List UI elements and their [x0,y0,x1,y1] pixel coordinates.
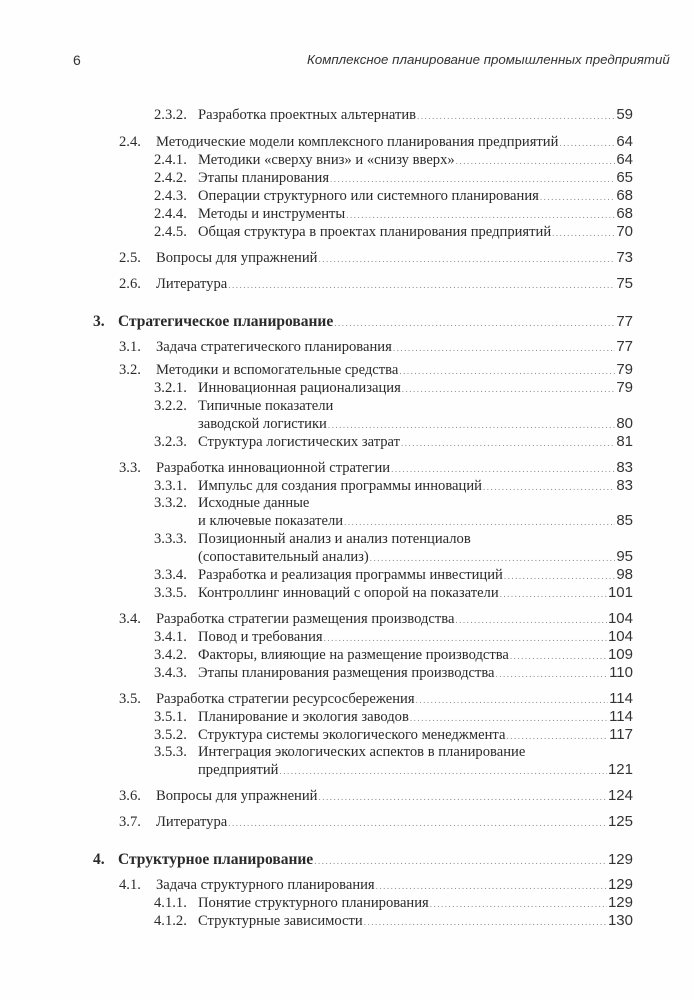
dot-leader [552,226,615,240]
entry-page: 83 [616,459,633,476]
dot-leader [228,816,607,830]
entry-title: Методические модели комплексного планирования предприятий [156,134,559,150]
dot-leader [318,252,615,266]
entry-number: 2.4.4. [154,206,187,222]
entry-title: Методики и вспомогательные средства [156,362,399,378]
entry-title: Факторы, влияющие на размещение производства [198,647,509,663]
dot-leader [330,172,615,186]
toc-entry-3-5[interactable] [119,690,633,708]
entry-title-line1: Позиционный анализ и анализ потенциалов [198,531,471,547]
chapter-title: Структурное планирование [118,851,314,868]
entry-title: Разработка проектных альтернатив [198,107,417,123]
dot-leader [364,915,607,929]
toc-entry-3-3-3-line1[interactable] [154,530,471,548]
entry-number: 3.5.2. [154,727,187,743]
dot-leader [314,854,607,868]
dot-leader [500,587,607,601]
dot-leader [456,154,616,168]
entry-number: 3.5.1. [154,709,187,725]
toc-entry-3-5-3-line1[interactable] [154,743,525,761]
toc-entry-3-4-2[interactable] [154,646,633,664]
entry-title: Инновационная рационализация [198,380,401,396]
entry-title: Задача структурного планирования [156,877,375,893]
entry-title: Разработка инновационной стратегии [156,460,391,476]
entry-title: Разработка стратегии размещения производства [156,611,455,627]
entry-number: 3.3. [119,460,141,476]
entry-page: 110 [609,664,633,681]
toc-chapter-4[interactable] [93,851,633,869]
entry-title: Операции структурного или системного планирования [198,188,539,204]
entry-page: 95 [616,548,633,565]
toc-entry-3-2-2[interactable] [198,415,633,433]
entry-page: 114 [609,708,633,725]
entry-number: 3.5. [119,691,141,707]
entry-page: 129 [607,851,633,868]
toc-entry-3-2-1[interactable] [154,379,633,397]
toc-entry-3-3-2-line1[interactable] [154,494,309,512]
entry-number: 3.6. [119,788,141,804]
dot-leader [402,382,616,396]
running-title: Комплексное планирование промышленных предприятий [307,52,670,67]
dot-leader [399,364,615,378]
dot-leader [540,190,615,204]
entry-page: 129 [607,876,633,893]
entry-page: 124 [607,787,633,804]
dot-leader [228,278,615,292]
entry-number: 4.1.1. [154,895,187,911]
entry-title: (сопоставительный анализ) [198,549,369,565]
entry-page: 114 [609,690,633,707]
dot-leader [496,667,609,681]
entry-number: 3.4.3. [154,665,187,681]
entry-page: 104 [607,610,633,627]
entry-number: 2.4.3. [154,188,187,204]
entry-number: 3.4.2. [154,647,187,663]
toc-entry-2-3-2[interactable] [154,106,633,124]
entry-number: 4.1. [119,877,141,893]
toc-entry-3-4-1[interactable] [154,628,633,646]
entry-page: 129 [607,894,633,911]
toc-entry-3-3-4[interactable] [154,566,633,584]
entry-page: 79 [616,361,633,378]
entry-number: 3.4.1. [154,629,187,645]
entry-title-line1: Исходные данные [198,495,310,511]
toc-entry-3-2[interactable] [119,361,633,379]
entry-page: 64 [616,133,633,150]
dot-leader [376,879,607,893]
toc-chapter-3[interactable] [93,313,633,331]
toc-entry-2-5[interactable] [119,249,633,267]
entry-title: Планирование и экология заводов [198,709,409,725]
entry-number: 2.5. [119,250,141,266]
entry-title: Структура системы экологического менеджмента [198,727,506,743]
entry-number: 3.3.3. [154,531,187,547]
dot-leader [391,462,615,476]
toc-entry-3-2-2-line1[interactable] [154,397,333,415]
dot-leader [334,316,615,330]
entry-title: заводской логистики [198,416,327,432]
entry-title: Методики «сверху вниз» и «снизу вверх» [198,152,455,168]
dot-leader [324,631,607,645]
dot-leader [559,136,615,150]
entry-page: 80 [616,415,633,432]
dot-leader [430,897,607,911]
entry-page: 85 [616,512,633,529]
dot-leader [370,551,616,565]
toc-entry-3-3[interactable] [119,459,633,477]
entry-title: Разработка и реализация программы инвестиций [198,567,503,583]
toc-entry-4-1-1[interactable] [154,894,633,912]
dot-leader [410,711,608,725]
toc-entry-3-4[interactable] [119,610,633,628]
toc-entry-3-1[interactable] [119,338,633,356]
toc-entry-3-3-5[interactable] [154,584,633,602]
entry-title: Литература [156,276,228,292]
toc-entry-2-4-4[interactable] [154,205,633,223]
entry-number: 3.7. [119,814,141,830]
toc-entry-3-4-3[interactable] [154,664,633,682]
entry-title: и ключевые показатели [198,513,344,529]
toc-entry-2-6[interactable] [119,275,633,293]
entry-page: 59 [616,106,633,123]
entry-title: Вопросы для упражнений [156,250,318,266]
entry-number: 2.4.2. [154,170,187,186]
entry-title: Структурные зависимости [198,913,363,929]
entry-title: Разработка стратегии ресурсосбережения [156,691,415,707]
entry-number: 3.2.1. [154,380,187,396]
dot-leader [506,729,608,743]
entry-title-line1: Типичные показатели [198,398,334,414]
toc-entry-3-5-2[interactable] [154,726,633,744]
entry-page: 81 [616,433,633,450]
dot-leader [417,109,615,123]
entry-number: 3.2. [119,362,141,378]
entry-number: 2.3.2. [154,107,187,123]
entry-page: 68 [616,187,633,204]
toc-entry-3-5-1[interactable] [154,708,633,726]
toc-entry-3-3-2[interactable] [198,512,633,530]
toc-entry-3-2-3[interactable] [154,433,633,451]
entry-number: 3.2.3. [154,434,187,450]
entry-page: 77 [616,313,633,330]
toc-entry-3-6[interactable] [119,787,633,805]
entry-page: 98 [616,566,633,583]
toc-entry-2-4-5[interactable] [154,223,633,241]
entry-number: 4.1.2. [154,913,187,929]
entry-title: Общая структура в проектах планирования предприятий [198,224,552,240]
dot-leader [318,790,606,804]
toc-entry-4-1[interactable] [119,876,633,894]
entry-page: 79 [616,379,633,396]
toc-entry-3-5-3[interactable] [198,761,633,779]
dot-leader [328,418,615,432]
toc-entry-4-1-2[interactable] [154,912,633,930]
entry-title: Повод и требования [198,629,323,645]
entry-page: 64 [616,151,633,168]
dot-leader [504,569,615,583]
toc-entry-2-4-1[interactable] [154,151,633,169]
entry-title: Методы и инструменты [198,206,346,222]
entry-title: Контроллинг инноваций с опорой на показатели [198,585,499,601]
toc-entry-3-3-1[interactable] [154,477,633,495]
entry-page: 70 [616,223,633,240]
toc-entry-3-3-3[interactable] [198,548,633,566]
entry-title: Вопросы для упражнений [156,788,318,804]
dot-leader [455,613,607,627]
entry-page: 125 [607,813,633,830]
entry-number: 2.4.1. [154,152,187,168]
chapter-number: 4. [93,851,105,868]
entry-page: 65 [616,169,633,186]
entry-page: 77 [616,338,633,355]
entry-title: предприятий [198,762,279,778]
entry-title-line1: Интеграция экологических аспектов в планирование [198,744,526,760]
toc-entry-2-4-3[interactable] [154,187,633,205]
entry-title: Понятие структурного планирования [198,895,429,911]
entry-title: Структура логистических затрат [198,434,401,450]
dot-leader [279,764,607,778]
toc-entry-2-4[interactable] [119,133,633,151]
chapter-title: Стратегическое планирование [118,313,334,330]
entry-number: 3.3.1. [154,478,187,494]
entry-page: 117 [609,726,633,743]
entry-page: 130 [607,912,633,929]
entry-number: 2.4. [119,134,141,150]
entry-page: 121 [607,761,633,778]
entry-number: 2.6. [119,276,141,292]
toc-entry-3-7[interactable] [119,813,633,831]
entry-title: Задача стратегического планирования [156,339,392,355]
entry-page: 104 [607,628,633,645]
entry-title: Импульс для создания программы инноваций [198,478,482,494]
entry-page: 101 [607,584,633,601]
chapter-number: 3. [93,313,105,330]
entry-number: 2.4.5. [154,224,187,240]
entry-page: 109 [607,646,633,663]
dot-leader [344,515,615,529]
dot-leader [346,208,615,222]
dot-leader [510,649,607,663]
entry-page: 68 [616,205,633,222]
entry-title: Литература [156,814,228,830]
entry-number: 3.5.3. [154,744,187,760]
dot-leader [416,693,609,707]
dot-leader [483,480,615,494]
entry-number: 3.3.4. [154,567,187,583]
entry-title: Этапы планирования размещения производства [198,665,495,681]
entry-number: 3.3.2. [154,495,187,511]
toc-entry-2-4-2[interactable] [154,169,633,187]
dot-leader [401,436,615,450]
entry-number: 3.2.2. [154,398,187,414]
entry-title: Этапы планирования [198,170,330,186]
entry-page: 83 [616,477,633,494]
entry-number: 3.4. [119,611,141,627]
page-number: 6 [73,52,81,68]
page-header [0,52,694,72]
dot-leader [393,341,615,355]
entry-number: 3.3.5. [154,585,187,601]
entry-page: 75 [616,275,633,292]
entry-page: 73 [616,249,633,266]
entry-number: 3.1. [119,339,141,355]
